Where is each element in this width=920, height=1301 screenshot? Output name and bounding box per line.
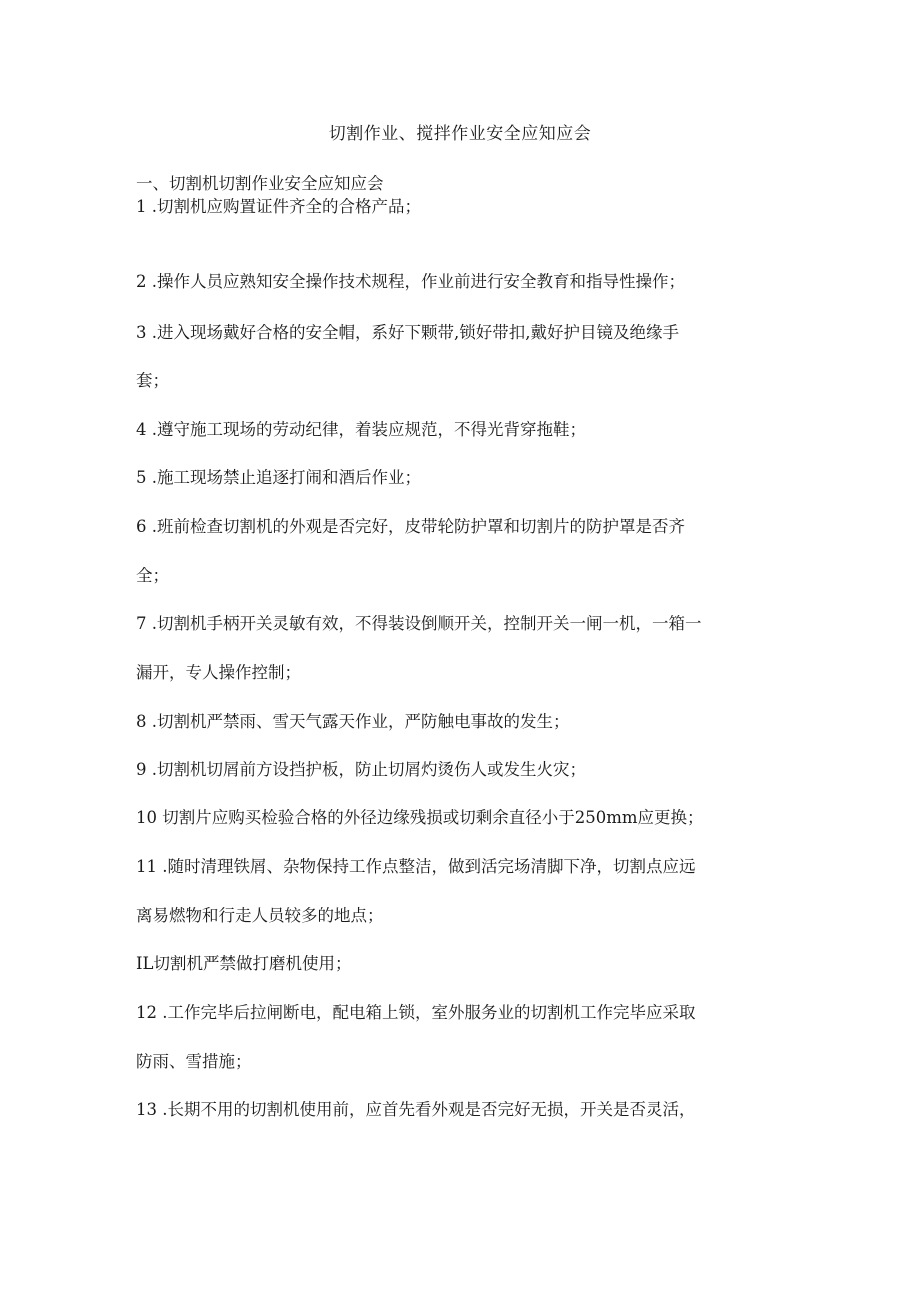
paragraph-line: 套； (136, 371, 169, 390)
paragraph-line: 3 .进入现场戴好合格的安全帽，系好下颗带,锁好带扣,戴好护目镜及绝缘手 (136, 323, 679, 342)
paragraph-line: 8 .切割机严禁雨、雪天气露天作业，严防触电事故的发生； (136, 712, 570, 731)
paragraph-line: 2 .操作人员应熟知安全操作技术规程，作业前进行安全教育和指导性操作； (136, 272, 685, 291)
paragraph-line: 4 .遵守施工现场的劳动纪律，着装应规范，不得光背穿拖鞋； (136, 420, 586, 439)
paragraph-line: 漏开，专人操作控制； (136, 663, 301, 682)
paragraph-line: 11 .随时清理铁屑、杂物保持工作点整洁，做到活完场清脚下净，切割点应远 (136, 857, 696, 876)
paragraph-line: 9 .切割机切屑前方设挡护板，防止切屑灼烫伤人或发生火灾； (136, 760, 586, 779)
paragraph-line: 7 .切割机手柄开关灵敏有效，不得装设倒顺开关，控制开关一闸一机，一箱一 (136, 614, 702, 633)
section-heading: 一、切割机切割作业安全应知应会 (136, 174, 384, 193)
paragraph-line: 1 .切割机应购置证件齐全的合格产品； (136, 197, 421, 216)
paragraph-line: 12 .工作完毕后拉闸断电，配电箱上锁，室外服务业的切割机工作完毕应采取 (136, 1003, 696, 1022)
paragraph-line: 10 切割片应购买检验合格的外径边缘残损或切剩余直径小于250mm应更换； (136, 808, 704, 827)
paragraph-line: 6 .班前检查切割机的外观是否完好，皮带轮防护罩和切割片的防护罩是否齐 (136, 517, 685, 536)
paragraph-line: IL切割机严禁做打磨机使用； (136, 954, 352, 973)
paragraph-line: 13 .长期不用的切割机使用前，应首先看外观是否完好无损，开关是否灵活， (136, 1100, 696, 1119)
paragraph-line: 离易燃物和行走人员较多的地点； (136, 906, 384, 925)
document-title: 切割作业、搅拌作业安全应知应会 (328, 124, 592, 144)
paragraph-line: 防雨、雪措施； (136, 1052, 252, 1071)
paragraph-line: 全； (136, 566, 169, 585)
paragraph-line: 5 .施工现场禁止追逐打闹和酒后作业； (136, 468, 421, 487)
